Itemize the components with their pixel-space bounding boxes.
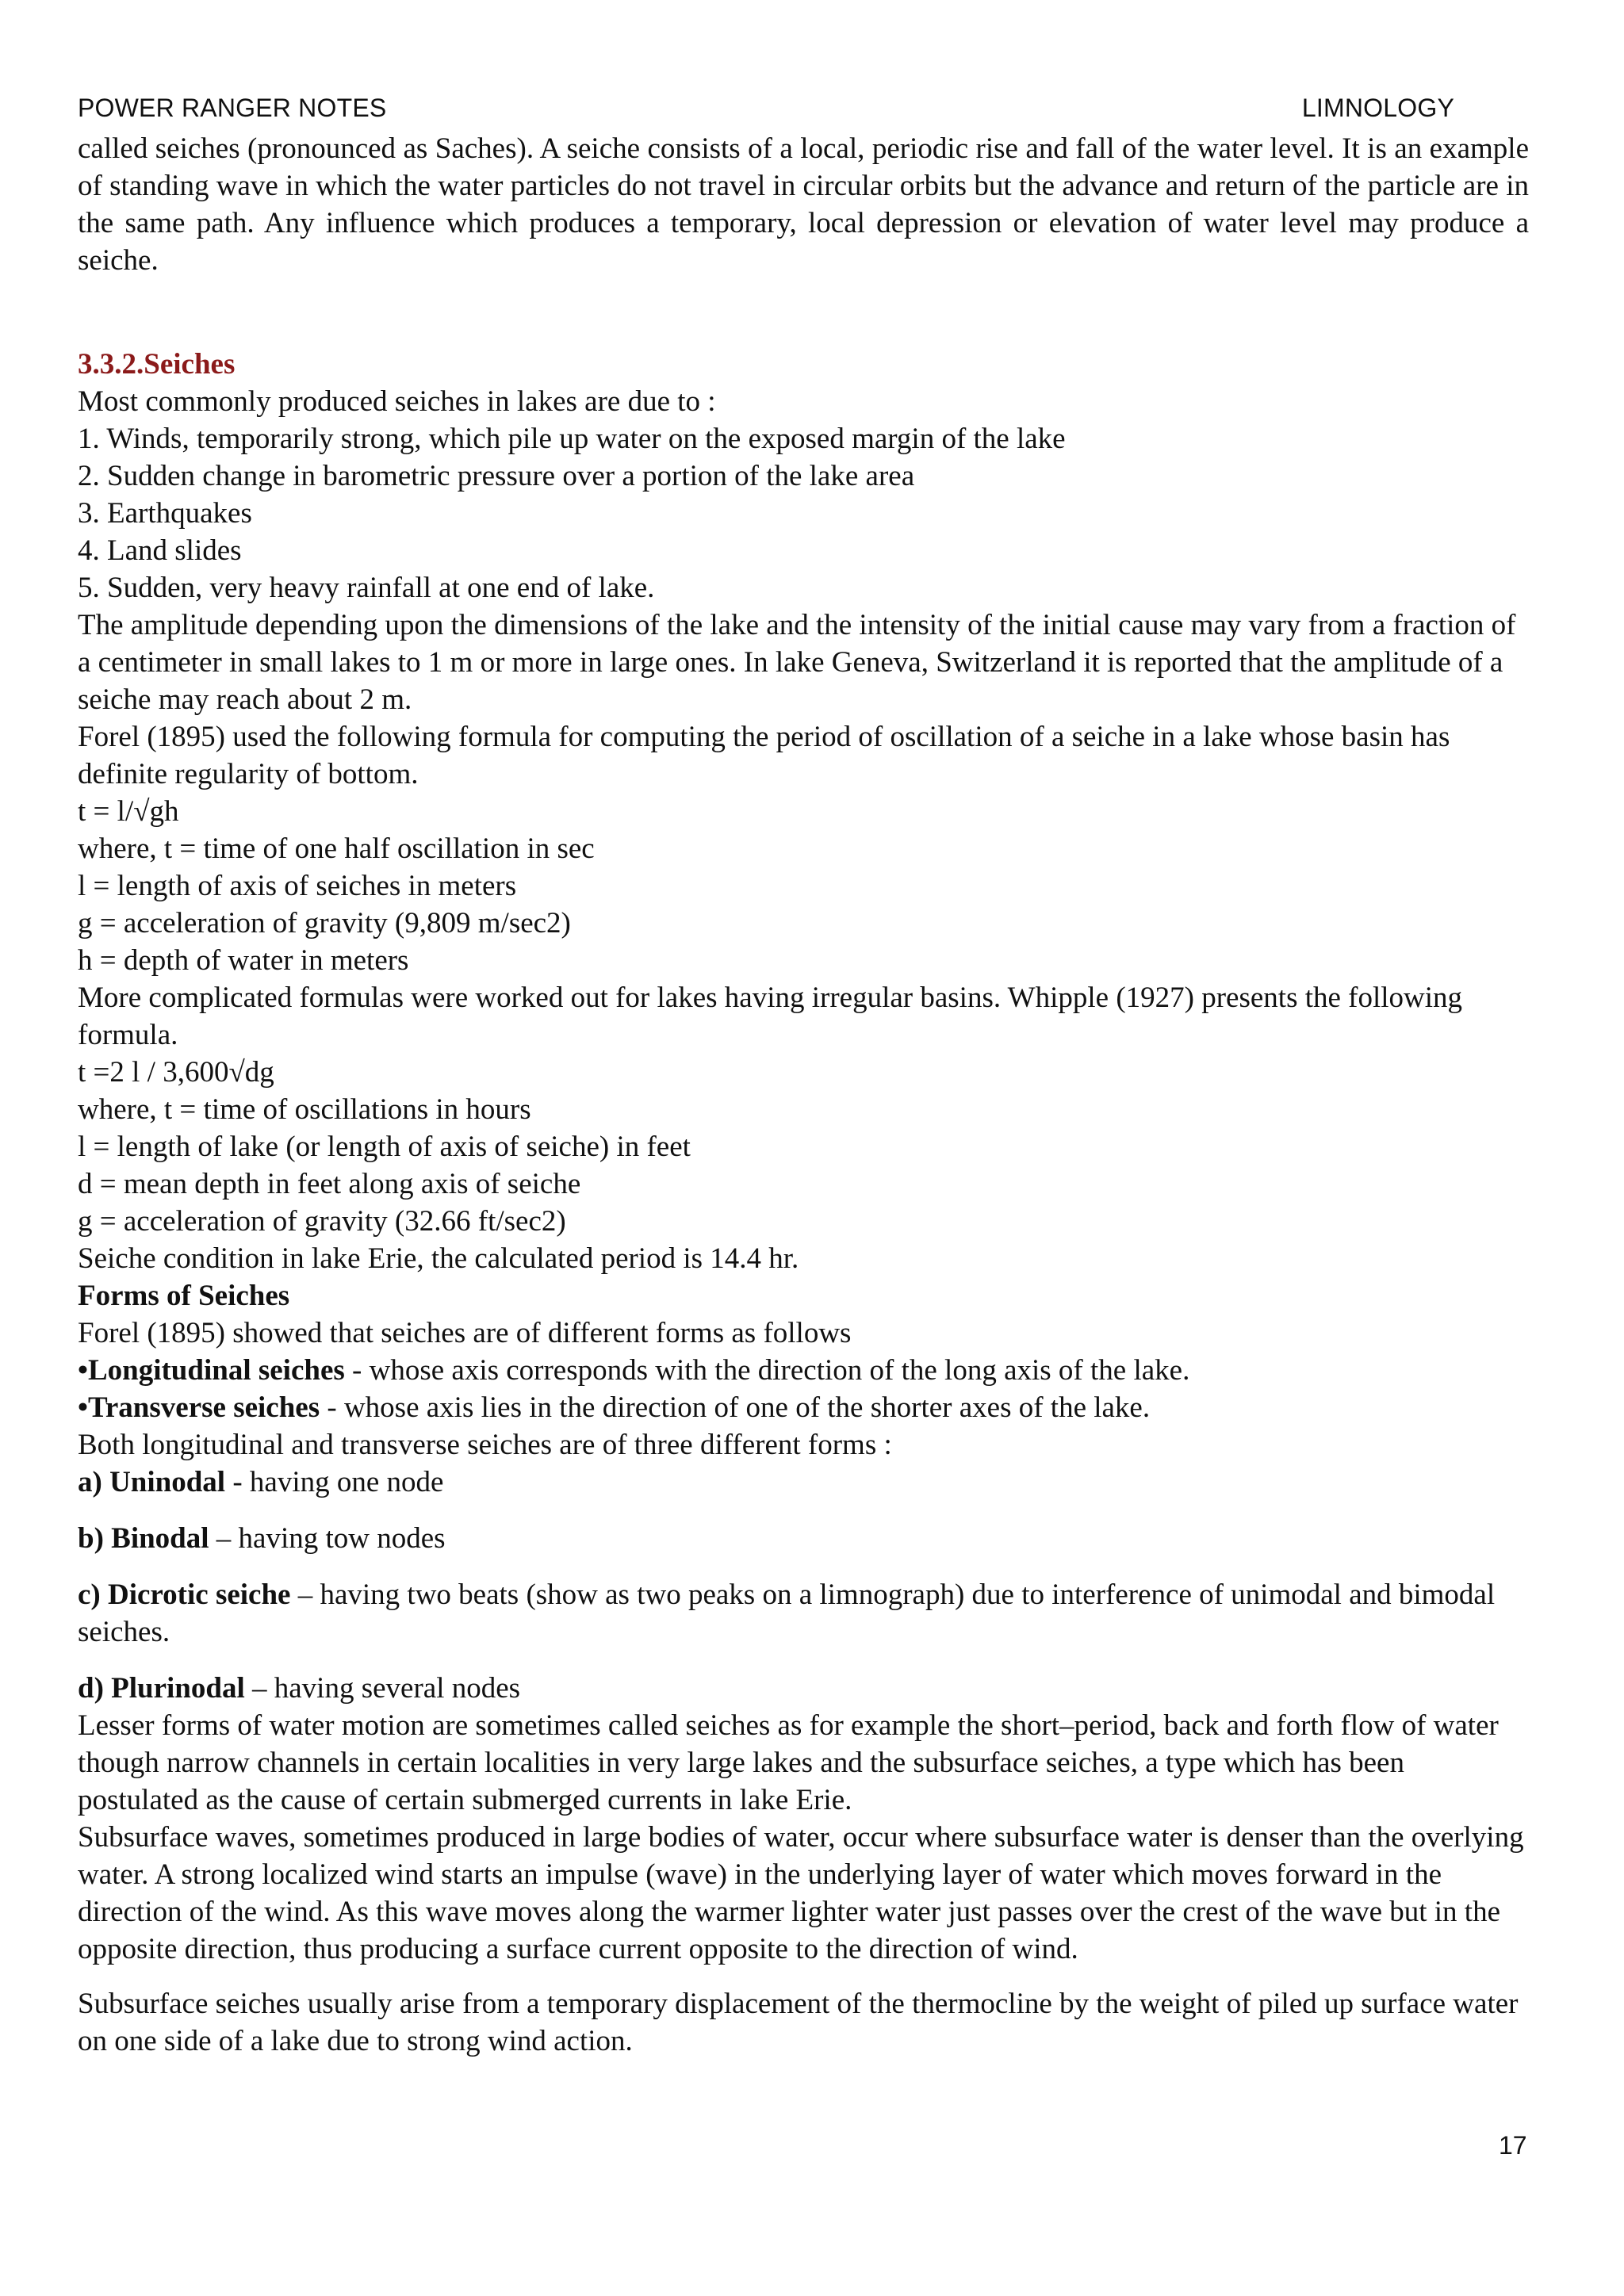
forel-intro: Forel (1895) used the following formula for computing the period of oscillation of a seiche in a lake whose basin has definite regularity of bottom. [78, 721, 1450, 790]
page-number: 17 [1499, 2131, 1527, 2160]
forms-heading-text: Forms of Seiches [78, 1280, 290, 1312]
form-d-term: d) Plurinodal [78, 1672, 245, 1705]
cause-item-1: 1. Winds, temporarily strong, which pile up water on the exposed margin of the lake [78, 423, 1066, 455]
transverse-term: •Transverse seiches [78, 1391, 320, 1424]
subsurface-seiches-paragraph: Subsurface seiches usually arise from a temporary displacement of the thermocline by the weight of piled up surface water on one side of a lake due to strong wind action. [78, 1988, 1519, 2057]
whipple-intro: More complicated formulas were worked out for lakes having irregular basins. Whipple (1927) presents the following formula. [78, 982, 1463, 1051]
cause-item-5: 5. Sudden, very heavy rainfall at one end of lake. [78, 572, 655, 604]
longitudinal-desc: - whose axis corresponds with the direction of the long axis of the lake. [344, 1354, 1190, 1387]
longitudinal-term: •Longitudinal seiches [78, 1354, 345, 1387]
form-c-desc: – having two beats (show as two peaks on a limnograph) due to interference of unimodal and bimodal seiches. [78, 1578, 1496, 1648]
running-header-right: LIMNOLOGY [1301, 94, 1454, 122]
forms-heading [78, 1277, 1529, 1314]
form-d-desc: – having several nodes [244, 1672, 521, 1705]
form-b-term: b) Binodal [78, 1522, 209, 1555]
formula1-term-g: g = acceleration of gravity (9,809 m/sec2) [78, 907, 571, 939]
running-header-left: POWER RANGER NOTES [78, 94, 387, 122]
cause-item-2: 2. Sudden change in barometric pressure over a portion of the lake area [78, 460, 915, 492]
causes-intro: Most commonly produced seiches in lakes are due to : [78, 385, 716, 418]
transverse-item [78, 1389, 1529, 1426]
form-c [78, 1576, 1529, 1651]
formula2-term-t: where, t = time of oscillations in hours [78, 1093, 531, 1126]
formula1-term-h: h = depth of water in meters [78, 944, 409, 977]
form-a-desc: - having one node [225, 1466, 444, 1498]
form-c-term: c) Dicrotic seiche [78, 1578, 291, 1611]
forms-intro: Forel (1895) showed that seiches are of different forms as follows [78, 1317, 852, 1349]
lesser-paragraph: Lesser forms of water motion are sometimes called seiches as for example the short–period, back and forth flow of water though narrow channels in certain localities in very large lakes and the subsurface seiches, a type which has been postulated as the cause of certain submerged currents in lake Erie. [78, 1709, 1499, 1816]
amplitude-paragraph: The amplitude depending upon the dimensions of the lake and the intensity of the initial cause may vary from a fraction of a centimeter in small lakes to 1 m or more in large ones. In lake Geneva, Switzerland it is reported that the amplitude of a seiche may reach about 2 m. [78, 609, 1516, 716]
forel-formula: t = l/√gh [78, 795, 179, 828]
form-d [78, 1670, 1529, 1707]
cause-item-3: 3. Earthquakes [78, 497, 252, 530]
forms-both: Both longitudinal and transverse seiches are of three different forms : [78, 1429, 892, 1461]
transverse-desc: - whose axis lies in the direction of one of the shorter axes of the lake. [320, 1391, 1151, 1424]
cause-item-4: 4. Land slides [78, 534, 242, 567]
section-heading: 3.3.2.Seiches [78, 348, 236, 381]
formula2-term-l: l = length of lake (or length of axis of seiche) in feet [78, 1131, 691, 1163]
subsurface-waves-paragraph: Subsurface waves, sometimes produced in large bodies of water, occur where subsurface water is denser than the overlying water. A strong localized wind starts an impulse (wave) in the underlying layer of water which moves forward in the direction of the wind. As this wave moves along the warmer lighter water just passes over the crest of the wave but in the opposite direction, thus producing a surface current opposite to the direction of wind. [78, 1821, 1524, 1965]
formula2-term-d: d = mean depth in feet along axis of seiche [78, 1168, 581, 1200]
formula2-term-g: g = acceleration of gravity (32.66 ft/sec2) [78, 1205, 566, 1238]
formula1-term-l: l = length of axis of seiches in meters [78, 870, 517, 902]
whipple-formula: t =2 l / 3,600√dg [78, 1056, 274, 1089]
formula1-term-t: where, t = time of one half oscillation in sec [78, 832, 595, 865]
form-a [78, 1464, 1529, 1501]
form-b [78, 1520, 1529, 1557]
page-body [78, 130, 1529, 2060]
form-a-term: a) Uninodal [78, 1466, 226, 1498]
form-b-desc: – having tow nodes [209, 1522, 446, 1555]
intro-paragraph: called seiches (pronounced as Saches). A seiche consists of a local, periodic rise and fall of the water level. It is an example of standing wave in which the water particles do not travel in circular orbits but the advance and return of the particle are in the same path. Any influence which produces a temporary, local depression or elevation of water level may produce a seiche. [78, 132, 1529, 277]
erie-paragraph: Seiche condition in lake Erie, the calculated period is 14.4 hr. [78, 1242, 799, 1275]
longitudinal-item [78, 1352, 1529, 1389]
